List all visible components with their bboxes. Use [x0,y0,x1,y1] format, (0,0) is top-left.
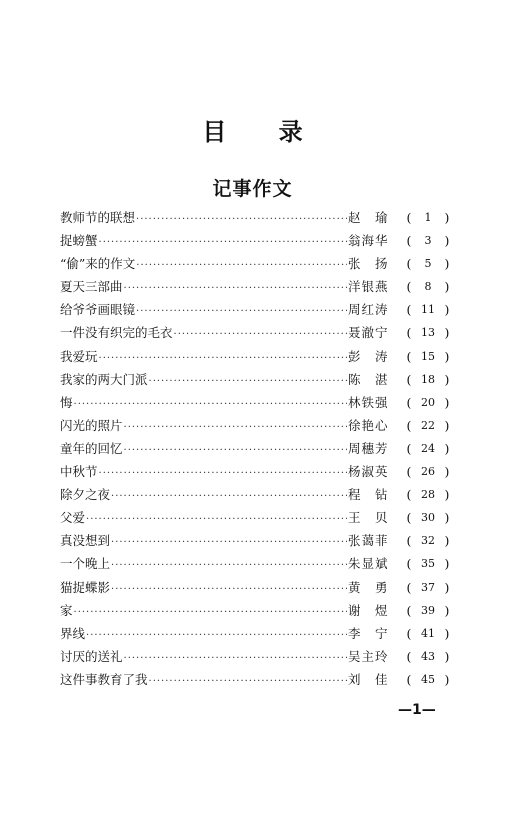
toc-entry[interactable] [60,414,452,437]
entry-title: 真没想到 [60,533,111,549]
entry-author: 周穗芳 [348,440,389,456]
entry-page: 35 [421,557,435,571]
entry-page: 45 [421,672,435,686]
toc-entry[interactable] [60,506,452,529]
entry-title: 教师节的联想 [60,210,136,225]
entry-title: 童年的回忆 [60,440,123,456]
page-ref: ( 39 ) [404,599,452,622]
page-number: —1— [398,702,436,718]
page-ref: ( 5 ) [404,252,452,275]
page-ref: ( 18 ) [404,368,452,391]
page-ref: ( 26 ) [404,460,452,483]
entry-page: 37 [421,580,435,594]
entry-author: 谢 煜 [348,602,389,618]
entry-author: 黄 勇 [348,579,389,595]
page-ref: ( 37 ) [404,576,452,599]
entry-page: 22 [421,418,435,432]
page-ref: ( 3 ) [404,229,452,252]
entry-title: 一件没有织完的毛衣 [60,325,173,341]
entry-title: 一个晚上 [60,556,111,572]
entry-page: 30 [421,511,435,525]
toc-entry[interactable] [60,298,452,321]
page-ref: ( 24 ) [404,437,452,460]
entry-title: “偷”来的作文 [60,256,136,272]
dot-leader [124,277,347,300]
page-ref: ( 28 ) [404,483,452,506]
page-ref: ( 15 ) [404,345,452,368]
page-ref: ( 30 ) [404,506,452,529]
entry-title: 除夕之夜 [60,487,111,503]
dot-leader [149,670,347,693]
entry-title: 猫捉蝶影 [60,579,111,595]
toc-entry[interactable] [60,275,452,298]
dot-leader [86,508,347,531]
entry-page: 24 [421,441,435,455]
toc-entry[interactable] [60,252,452,275]
page-ref: ( 11 ) [404,298,452,321]
page-ref: ( 41 ) [404,622,452,645]
entry-page: 18 [421,372,435,386]
entry-author: 林铁强 [348,394,389,410]
dot-leader [99,231,347,254]
toc-entry[interactable] [60,391,452,414]
entry-page: 15 [421,349,435,363]
dot-leader [136,300,347,323]
dot-leader [74,393,347,416]
entry-author: 赵 瑜 [348,210,389,225]
entry-author: 王 贝 [348,510,389,526]
entry-page: 32 [421,534,435,548]
dot-leader [136,254,347,277]
dot-leader [74,601,347,624]
dot-leader [124,439,347,462]
entry-title: 夏天三部曲 [60,279,123,295]
dot-leader [111,578,347,601]
toc-entry[interactable] [60,321,452,344]
entry-title: 给爷爷画眼镜 [60,302,136,318]
entry-title: 我家的两大门派 [60,371,148,387]
entry-author: 洋银燕 [348,279,389,295]
entry-title: 家 [60,602,73,618]
entry-page: 26 [421,465,435,479]
toc-entry[interactable] [60,529,452,552]
entry-author: 张 扬 [348,256,389,272]
dot-leader [111,554,347,577]
page-ref: ( 22 ) [404,414,452,437]
dot-leader [174,323,347,346]
toc-entry[interactable] [60,552,452,575]
toc-entry[interactable] [60,229,452,252]
entry-author: 刘 佳 [348,671,389,687]
page-ref: ( 32 ) [404,529,452,552]
entry-page: 43 [421,649,435,663]
entry-title: 这件事教育了我 [60,671,148,687]
page-ref: ( 8 ) [404,275,452,298]
page-ref: ( 35 ) [404,552,452,575]
entry-page: 13 [421,326,435,340]
entry-author: 翁海华 [348,233,389,249]
entry-page: 8 [424,280,432,294]
entry-title: 讨厌的送礼 [60,648,123,664]
toc-entry[interactable] [60,622,452,645]
entry-author: 徐艳心 [348,417,389,433]
entry-title: 我爱玩 [60,348,98,364]
entry-author: 陈 湛 [348,371,389,387]
entry-author: 程 钻 [348,487,389,503]
page-title: 目 录 [202,118,325,146]
dot-leader [149,370,347,393]
dot-leader [124,647,347,670]
dot-leader [86,624,347,647]
entry-page: 3 [424,234,432,248]
page-ref: ( 45 ) [404,668,452,691]
entry-page: 1 [424,211,432,224]
entry-author: 聂澈宁 [348,325,389,341]
dot-leader [111,531,347,554]
toc-entry[interactable] [60,576,452,599]
entry-page: 28 [421,488,435,502]
entry-author: 杨淑英 [348,464,389,480]
toc-entry[interactable] [60,437,452,460]
entry-title: 界线 [60,625,86,641]
toc-entry[interactable] [60,668,452,691]
entry-page: 20 [421,395,435,409]
entry-page: 11 [421,303,435,317]
entry-author: 吴主玲 [348,648,389,664]
entry-title: 父爱 [60,510,86,526]
toc-entry[interactable] [60,483,452,506]
toc-entry[interactable] [60,645,452,668]
toc-entry[interactable] [60,599,452,622]
entry-title: 闪光的照片 [60,417,123,433]
entry-author: 彭 涛 [348,348,389,364]
entry-author: 朱显斌 [348,556,389,572]
dot-leader [99,347,347,370]
dot-leader [111,485,347,508]
entry-page: 41 [421,626,435,640]
entry-title: 捉螃蟹 [60,233,98,249]
dot-leader [99,462,347,485]
page-ref: ( 20 ) [404,391,452,414]
entry-title: 中秋节 [60,464,98,480]
entry-author: 周红涛 [348,302,389,318]
entry-author: 张蔼菲 [348,533,389,549]
toc-entry[interactable] [60,345,452,368]
toc-entry[interactable] [60,206,452,229]
section-heading: 记事作文 [212,178,293,200]
entry-page: 5 [424,257,432,271]
toc-list [60,206,452,691]
entry-page: 39 [421,603,435,617]
entry-title: 悔 [60,394,73,410]
toc-entry[interactable] [60,460,452,483]
page-ref: ( 43 ) [404,645,452,668]
page-ref: ( 1 ) [404,206,452,229]
page-ref: ( 13 ) [404,321,452,344]
dot-leader [124,416,347,439]
entry-author: 李 宁 [348,625,389,641]
dot-leader [136,208,347,231]
toc-entry[interactable] [60,368,452,391]
